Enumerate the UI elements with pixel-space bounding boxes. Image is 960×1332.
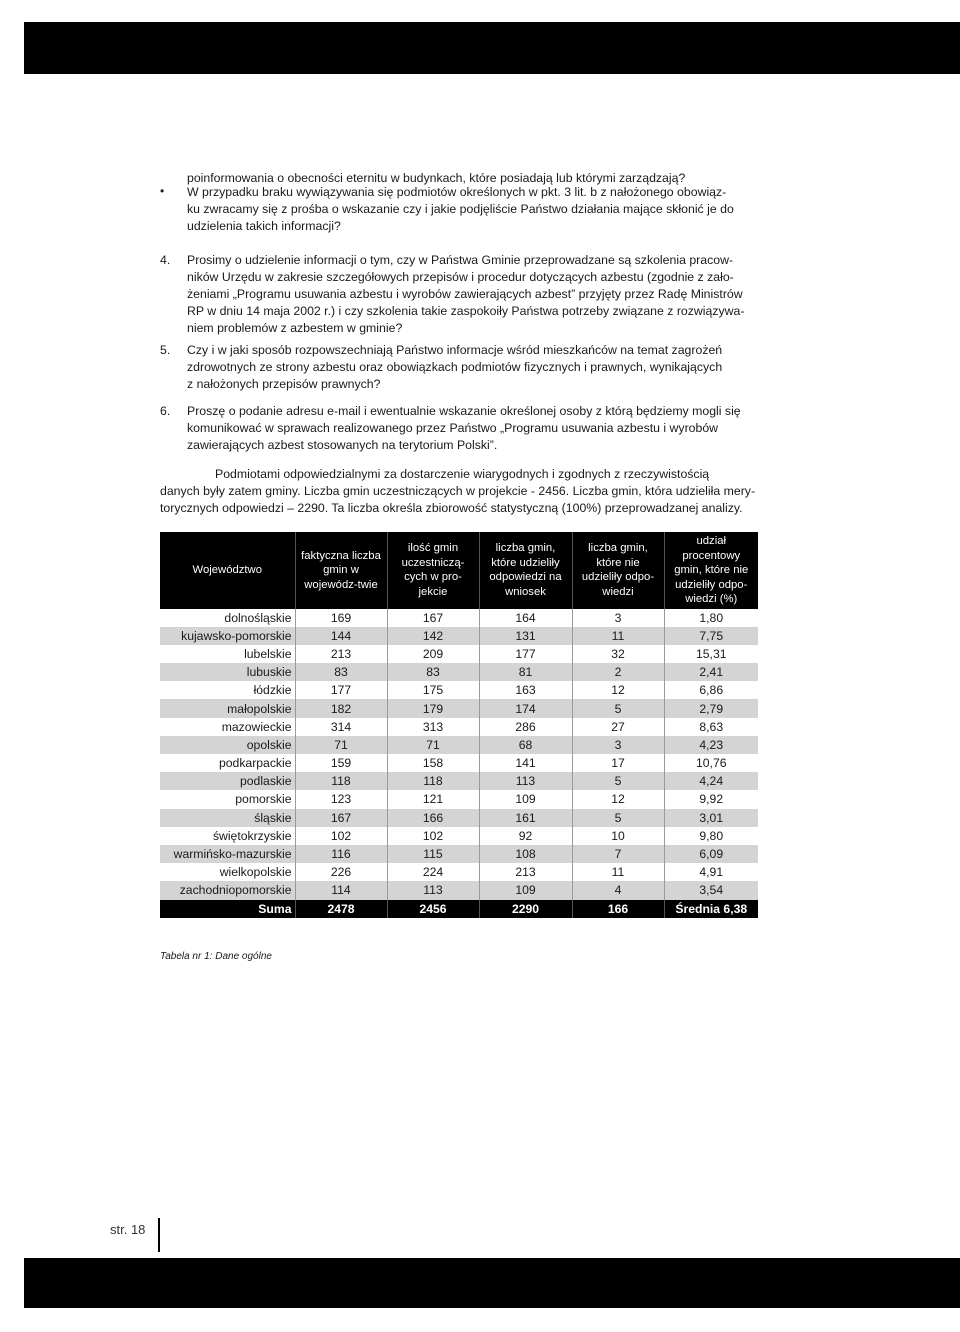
page-number: str. 18 — [110, 1222, 146, 1237]
table-row — [160, 863, 758, 881]
table-cell: 4,91 — [699, 865, 724, 880]
table-cell: 113 — [387, 881, 479, 899]
table-cell: 159 — [295, 754, 387, 772]
table-cell: 1,80 — [699, 610, 724, 625]
table-cell: 4,24 — [664, 772, 758, 790]
table-cell: 163 — [479, 681, 572, 699]
table-cell: 11 — [572, 627, 664, 645]
item-number: 5. — [160, 343, 171, 357]
top-black-band — [24, 22, 960, 74]
table-row — [160, 736, 758, 754]
table-cell: 7,75 — [664, 627, 758, 645]
header-actual-count: faktyczna liczba gmin w wojewódz-twie — [295, 532, 387, 609]
voivodeship-name: małopolskie — [160, 699, 295, 717]
table-cell: 114 — [295, 881, 387, 899]
item-6-paragraph — [187, 403, 762, 454]
item-line: Czy i w jaki sposób rozpowszechniają Państwo informacje wśród mieszkańców na temat zagrożeń — [187, 343, 723, 357]
item-line: ników Urzędu w zakresie szczegółowych przepisów i procedur dotyczących azbestu (zgodnie z zało- — [187, 270, 734, 284]
table-cell: 108 — [479, 845, 572, 863]
voivodeship-name: dolnośląskie — [160, 609, 295, 627]
voivodeship-name: kujawsko-pomorskie — [160, 627, 295, 645]
table-cell: 9,80 — [699, 828, 724, 843]
table-row — [160, 790, 758, 808]
table-cell: 32 — [572, 645, 664, 663]
table-cell: 83 — [295, 663, 387, 681]
table-cell: 123 — [295, 790, 387, 808]
table-row — [160, 772, 758, 790]
table-row — [160, 627, 758, 645]
header-voivodeship: Województwo — [160, 532, 295, 609]
table-cell: 313 — [387, 718, 479, 736]
table-row — [160, 645, 758, 663]
table-cell: 179 — [387, 699, 479, 717]
table-cell: 71 — [387, 736, 479, 754]
table-cell: 131 — [479, 627, 572, 645]
voivodeship-name: podlaskie — [160, 772, 295, 790]
table-cell: 115 — [387, 845, 479, 863]
bottom-black-band — [24, 1258, 960, 1308]
table-row — [160, 881, 758, 899]
table-total-row — [160, 900, 758, 918]
item-line: Prosimy o udzielenie informacji o tym, czy w Państwa Gminie przeprowadzane są szkolenia pracow- — [187, 253, 734, 267]
table-cell: 9,92 — [699, 792, 724, 807]
table-row — [160, 663, 758, 681]
total-cell: Średnia 6,38 — [664, 900, 758, 918]
table-cell: 71 — [295, 736, 387, 754]
table-caption: Tabela nr 1: Dane ogólne — [160, 951, 272, 962]
table-cell: 167 — [387, 609, 479, 627]
table-cell: 314 — [295, 718, 387, 736]
table-row — [160, 718, 758, 736]
table-cell: 6,09 — [664, 845, 758, 863]
table-cell: 12 — [572, 790, 664, 808]
item-line: RP w dniu 14 maja 2002 r.) i czy szkolenia takie zaspokoiły Państwa potrzeby związane z rozwiązywa- — [187, 304, 745, 318]
voivodeship-name: świętokrzyskie — [160, 827, 295, 845]
table-cell: 102 — [387, 827, 479, 845]
item-line: niem problemów z azbestem w gminie? — [187, 321, 403, 335]
table-cell: 10,76 — [696, 756, 727, 771]
table-cell: 209 — [387, 645, 479, 663]
table-cell: 4 — [572, 881, 664, 899]
header-participating: ilość gmin uczestniczą-cych w pro-jekcie — [387, 532, 479, 609]
table-row — [160, 699, 758, 717]
voivodeship-name: łódzkie — [160, 681, 295, 699]
table-cell: 2 — [572, 663, 664, 681]
table-cell: 169 — [295, 609, 387, 627]
table-cell: 109 — [479, 790, 572, 808]
item-line: komunikować w sprawach realizowanego przez Państwo „Programu usuwania azbestu i wyrobów — [187, 421, 719, 435]
table-cell: 3 — [572, 736, 664, 754]
table-cell: 158 — [387, 754, 479, 772]
header-not-responded: liczba gmin, które nie udzieliły odpo-wiedzi — [572, 532, 664, 609]
voivodeship-name: lubelskie — [160, 645, 295, 663]
page-number-rule — [158, 1218, 160, 1252]
table-cell: 174 — [479, 699, 572, 717]
table-cell: 286 — [479, 718, 572, 736]
table-cell: 17 — [572, 754, 664, 772]
table-cell: 161 — [479, 809, 572, 827]
table-cell: 5 — [572, 772, 664, 790]
table-cell: 4,23 — [664, 736, 758, 754]
table-cell: 3 — [572, 609, 664, 627]
voivodeship-table — [160, 532, 758, 918]
header-percentage: udział procentowy gmin, które nie udzieliły odpo-wiedzi (%) — [664, 532, 758, 609]
table-cell: 113 — [479, 772, 572, 790]
table-row — [160, 609, 758, 627]
table-cell: 167 — [295, 809, 387, 827]
table-cell: 15,31 — [696, 646, 727, 661]
table-cell: 224 — [387, 863, 479, 881]
table-cell: 3,54 — [664, 881, 758, 899]
item-5-paragraph — [187, 342, 762, 393]
total-cell: 166 — [572, 900, 664, 918]
table-row — [160, 809, 758, 827]
total-cell: 2456 — [387, 900, 479, 918]
table-cell: 8,63 — [699, 719, 724, 734]
voivodeship-name: wielkopolskie — [160, 863, 295, 881]
table-cell: 116 — [295, 845, 387, 863]
bullet-line: W przypadku braku wywiązywania się podmiotów określonych w pkt. 3 lit. b z nałożonego obowiąz- — [187, 185, 727, 199]
table-cell: 213 — [295, 645, 387, 663]
table-cell: 213 — [479, 863, 572, 881]
summary-line: danych były zatem gminy. Liczba gmin uczestniczących w projekcie - 2456. Liczba gmin, która udzieliła mery- — [160, 484, 756, 498]
table-cell: 83 — [387, 663, 479, 681]
summary-line: torycznych odpowiedzi – 2290. Ta liczba określa zbiorowość statystyczną (100%) przeprowadzanej analizy. — [160, 501, 743, 515]
item-line: zdrowotnych ze strony azbestu oraz obowiązkach podmiotów fizycznych i prawnych, wynikających — [187, 360, 723, 374]
table-cell: 5 — [572, 809, 664, 827]
table-cell: 12 — [572, 681, 664, 699]
table-cell: 118 — [387, 772, 479, 790]
item-line: z nałożonych przepisów prawnych? — [187, 377, 381, 391]
voivodeship-name: śląskie — [160, 809, 295, 827]
table-cell: 7 — [572, 845, 664, 863]
item-number: 6. — [160, 404, 171, 418]
table-cell: 10 — [572, 827, 664, 845]
bullet-paragraph — [187, 184, 762, 235]
item-line: żeniami „Programu usuwania azbestu i wyrobów zawierających azbest” przyjęty przez Radę Ministrów — [187, 287, 743, 301]
table-cell: 166 — [387, 809, 479, 827]
item-line: zawierających azbest stosowanych na terytorium Polski”. — [187, 438, 498, 452]
bullet-dot: • — [160, 184, 165, 198]
table-cell: 121 — [387, 790, 479, 808]
table-row — [160, 827, 758, 845]
table-row — [160, 681, 758, 699]
table-row — [160, 845, 758, 863]
table-cell: 2,79 — [664, 699, 758, 717]
voivodeship-name: opolskie — [160, 736, 295, 754]
bullet-line: ku zwracamy się z prośba o wskazanie czy i jakie podjęliście Państwo działania mające skłonić je do — [187, 202, 734, 216]
table-cell: 102 — [295, 827, 387, 845]
item-4-paragraph — [187, 252, 762, 337]
intro-line: poinformowania o obecności eternitu w budynkach, które posiadają lub którymi zarządzają? — [187, 171, 686, 186]
table-cell: 109 — [479, 881, 572, 899]
total-label: Suma — [160, 900, 295, 918]
table-cell: 3,01 — [664, 809, 758, 827]
table-cell: 6,86 — [699, 683, 724, 698]
table-cell: 141 — [479, 754, 572, 772]
table-cell: 81 — [479, 663, 572, 681]
table-cell: 2,41 — [664, 663, 758, 681]
table-cell: 68 — [479, 736, 572, 754]
table-cell: 11 — [572, 863, 664, 881]
voivodeship-name: mazowieckie — [160, 718, 295, 736]
table-cell: 164 — [479, 609, 572, 627]
total-cell: 2478 — [295, 900, 387, 918]
voivodeship-name: lubuskie — [160, 663, 295, 681]
table-cell: 226 — [295, 863, 387, 881]
table-cell: 182 — [295, 699, 387, 717]
voivodeship-name: pomorskie — [160, 790, 295, 808]
table-cell: 5 — [572, 699, 664, 717]
table-cell: 142 — [387, 627, 479, 645]
header-responded: liczba gmin, które udzieliły odpowiedzi na wniosek — [479, 532, 572, 609]
table-cell: 27 — [572, 718, 664, 736]
total-cell: 2290 — [479, 900, 572, 918]
item-line: Proszę o podanie adresu e-mail i ewentualnie wskazanie określonej osoby z którą będziemy mogli się — [187, 404, 741, 418]
table-cell: 92 — [479, 827, 572, 845]
summary-paragraph — [160, 466, 765, 517]
table-cell: 177 — [295, 681, 387, 699]
table-row — [160, 754, 758, 772]
summary-line: Podmiotami odpowiedzialnymi za dostarczenie wiarygodnych i zgodnych z rzeczywistością — [215, 467, 710, 481]
table-cell: 118 — [295, 772, 387, 790]
voivodeship-name: zachodniopomorskie — [160, 881, 295, 899]
table-cell: 177 — [479, 645, 572, 663]
table-cell: 175 — [387, 681, 479, 699]
voivodeship-name: podkarpackie — [160, 754, 295, 772]
bullet-line: udzielenia takich informacji? — [187, 219, 341, 233]
item-number: 4. — [160, 253, 171, 267]
table-cell: 144 — [295, 627, 387, 645]
voivodeship-name: warmińsko-mazurskie — [160, 845, 295, 863]
